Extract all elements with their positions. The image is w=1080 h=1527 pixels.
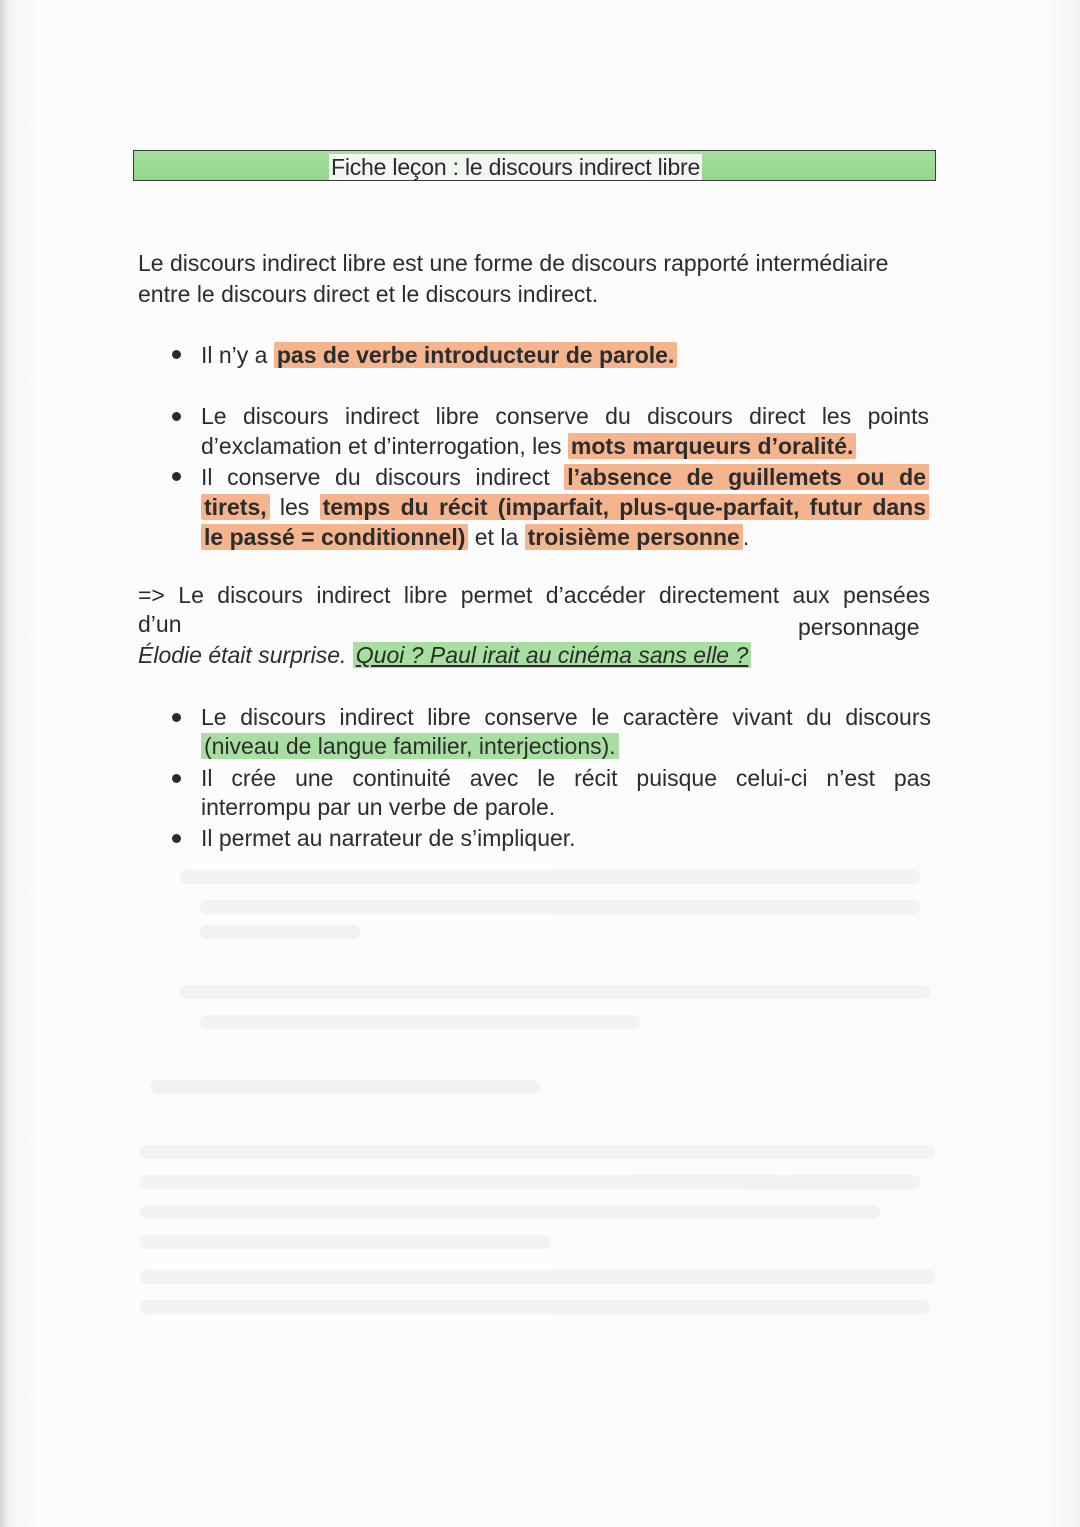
title-box <box>133 150 936 181</box>
highlight-orange: troisième personne <box>525 524 743 550</box>
bullet-dot <box>172 713 181 722</box>
bullet-dot <box>172 412 181 421</box>
show-through-mark <box>140 1235 550 1249</box>
bullet-a2-line-2: d’exclamation et d’interrogation, les mots marqueurs d’oralité. <box>201 431 856 461</box>
bullet-b2-line-1: Il crée une continuité avec le récit puisque celui-ci n’est pas <box>201 765 931 791</box>
conclusion-line-2-right: personnage <box>798 614 920 640</box>
conclusion-line-1: => Le discours indirect libre permet d’accéder directement aux pensées <box>138 582 930 608</box>
show-through-mark <box>140 1300 930 1314</box>
show-through-mark <box>200 1015 640 1029</box>
conclusion-line-2-left: d’un <box>138 611 182 637</box>
show-through-mark <box>180 870 920 884</box>
bullet-b3: Il permet au narrateur de s’impliquer. <box>201 825 576 851</box>
show-through-mark <box>140 1175 920 1189</box>
example-sentence: Élodie était surprise. Quoi ? Paul irait au cinéma sans elle ? <box>138 640 751 670</box>
bullet-a1: Il n’y a pas de verbe introducteur de parole. <box>201 340 677 370</box>
show-through-mark <box>150 1080 540 1094</box>
bullet-a3-line-2: tirets, les temps du récit (imparfait, plus-que-parfait, futur dans <box>201 492 929 522</box>
bullet-dot <box>172 472 181 481</box>
highlight-orange: temps du récit (imparfait, plus-que-parfait, futur dans <box>320 494 929 520</box>
page-title: Fiche leçon : le discours indirect libre <box>331 154 701 180</box>
bullet-dot <box>172 350 181 359</box>
show-through-mark <box>140 1205 880 1219</box>
show-through-mark <box>200 925 360 939</box>
highlight-green: (niveau de langue familier, interjections). <box>201 733 619 759</box>
highlight-orange: tirets, <box>201 494 270 520</box>
highlight-orange: mots marqueurs d’oralité. <box>568 433 856 459</box>
intro-line-2: entre le discours direct et le discours indirect. <box>138 281 599 307</box>
bullet-a2-line-1: Le discours indirect libre conserve du discours direct les points <box>201 403 929 429</box>
intro-line-1: Le discours indirect libre est une forme de discours rapporté intermédiaire <box>138 250 889 276</box>
bullet-dot <box>172 774 181 783</box>
page-edge-shadow <box>0 0 8 1527</box>
bullet-b2-line-2: interrompu par un verbe de parole. <box>201 794 556 820</box>
bullet-a3-line-1: Il conserve du discours indirect l’absence de guillemets ou de <box>201 462 929 492</box>
bullet-b1-line-2 <box>201 731 619 761</box>
show-through-mark <box>140 1145 935 1159</box>
bullet-dot <box>172 834 181 843</box>
bullet-b1-line-1: Le discours indirect libre conserve le caractère vivant du discours <box>201 704 931 730</box>
highlight-green: Quoi ? Paul irait au cinéma sans elle ? <box>353 642 752 668</box>
highlight-orange: l’absence de guillemets ou de <box>564 464 929 490</box>
show-through-mark <box>180 985 930 999</box>
show-through-mark <box>140 1270 935 1284</box>
highlight-orange: pas de verbe introducteur de parole. <box>274 342 678 368</box>
show-through-mark <box>200 900 920 914</box>
bullet-a3-line-3: le passé = conditionnel) et la troisième personne . <box>201 522 749 552</box>
highlight-orange: le passé = conditionnel) <box>201 524 468 550</box>
